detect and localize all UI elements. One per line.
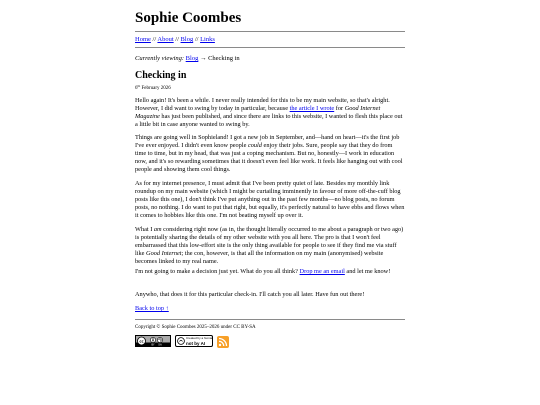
paragraph-text: I'm not going to make a decision just yet. What do you all think? [135,268,300,275]
breadcrumb-arrow: → [199,55,207,62]
paragraph-text: Things are going well in Sophieland! I got a new job in September, and—hand on heart—it's the first job I've ever enjoyed. I didn't even know people [135,134,400,149]
human-brain-icon [177,337,185,345]
breadcrumb-prefix: Currently viewing: [135,55,185,62]
rss-icon[interactable] [217,335,229,347]
magazine-name: Good Internet Magazine [135,105,381,120]
footer-badges [135,335,255,348]
post-title: Checking in [135,70,187,81]
paragraph-text: for [334,105,345,112]
cc-by-sa-badge-icon[interactable] [135,335,171,347]
site-title: Sophie Coombes [135,10,242,26]
paragraph-text: enjoy their jobs. Sure, people say that they do from time to time, but in my head, that was just a coping mechanism. But no, honestly—I work in education now, and it's so rewarding sometimes that it doesn't even feel like work. It feels like hanging out with cool people and showing them cool things. [135,142,403,173]
copyright-text: Copyright © Sophie Coombes 2025–2026 under CC BY-SA [135,325,256,330]
ai-badge-big-text: not by AI [186,341,206,346]
svg-text:cc: cc [139,339,144,344]
header-divider [135,31,405,32]
nav-links-link[interactable]: Links [200,36,215,43]
svg-text:SA: SA [158,343,162,346]
breadcrumb [135,55,240,63]
nav-blog-link[interactable]: Blog [180,36,194,43]
not-by-ai-badge-icon[interactable] [175,335,213,347]
svg-text:BY: BY [151,343,155,346]
breadcrumb-blog-link[interactable]: Blog [185,55,199,62]
paragraph-text: has just been published, and since there are links to this website, I wanted to flesh this place out a little bit in case anyone wanted to swing by. [135,113,403,128]
back-to-top-link[interactable]: Back to top ↑ [135,305,169,312]
paragraph-text: Hello again! It's been a while. I never really intended for this to be my main website, so that's alright. However, I did want to swing by today in particular, because [135,97,390,112]
post-paragraph-1 [135,97,405,129]
post-paragraph-5 [135,268,405,276]
nav-separator: // [194,36,199,43]
emphasis-text: could [247,142,262,149]
article-link[interactable]: the article I wrote [289,105,335,112]
paragraph-text: ; the con, however, is that all the information on my main (anonymised) website becomes linked to my real name. [135,250,384,265]
post-date-suffix: th [137,84,141,88]
paragraph-text: and let me know! [344,268,391,275]
post-paragraph-4 [135,226,405,266]
post-paragraph-6: Anywho, that does it for this particular check-in. I'll catch you all later. Have fun out there! [135,291,365,298]
nav-separator: // [175,36,179,43]
paragraph-text: What I [135,226,154,233]
post-date [135,83,171,92]
nav-about-link[interactable]: About [157,36,174,43]
email-link[interactable]: Drop me an email [299,268,345,275]
post-paragraph-3: As for my internet presence, I must admit that I've been pretty quiet of late. Besides my monthly link roundup on my main website (which I might be curtailing imminently in favour of more off-the-cuff blog posts like this one), I don't think I've put anything out in the past few months—no blog posts, no forum posts, no nothing. I do want to put that right, but equally, it's perfectly natural to have ebbs and flows when it comes to hobbies like this one. I'm not beating myself up over it. [135,180,405,219]
post-date-day: 6 [135,86,138,91]
post-date-rest: February 2026 [140,86,171,91]
nav-separator: // [152,36,157,43]
post-paragraph-2 [135,134,405,174]
nav-divider [135,47,405,48]
main-nav [135,36,215,44]
breadcrumb-current: Checking in [208,55,240,62]
paragraph-text: considering right now (as in, the thought literally occurred to me about a paragraph or two ago) is potentially sharing the details of my other website with you all here. The pro is that I won't feel embarrassed that this low-effort site is the only thing available for people to see if they find me via stuff like [135,226,404,257]
magazine-name: Good Internet [146,250,182,257]
emphasis-text: am [153,226,162,233]
ai-badge-small-text: Created by a human [186,336,214,340]
nav-home-link[interactable]: Home [135,36,151,43]
footer-divider [135,319,405,320]
